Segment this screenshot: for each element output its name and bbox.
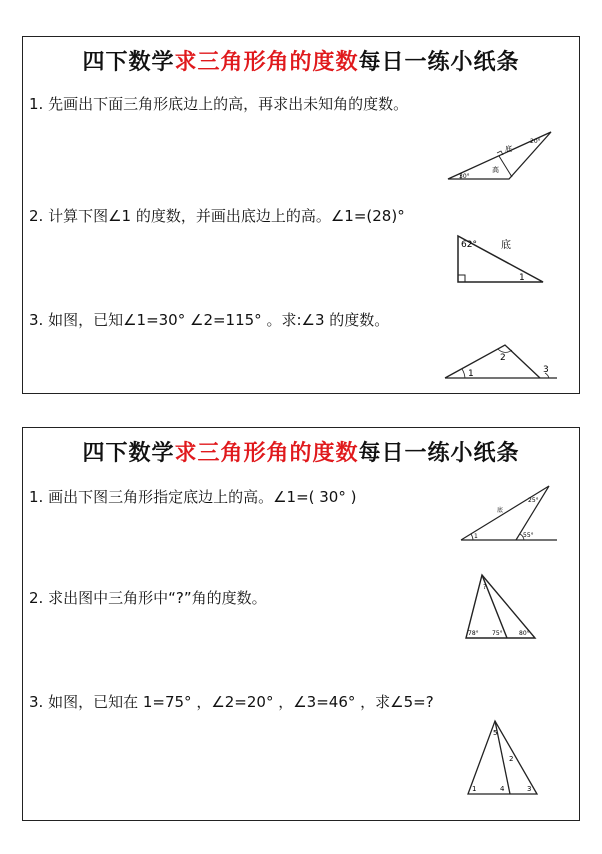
triangle-figure-3 bbox=[443, 339, 559, 383]
question-2: 2. 计算下图∠1 的度数，并画出底边上的高。∠1=(28)° bbox=[29, 207, 405, 225]
question-3: 3. 如图，已知在 1=75° ，∠2=20° ，∠3=46° ，求∠5=? bbox=[29, 693, 434, 711]
label-angle-1: 1 bbox=[519, 273, 525, 283]
label-angle-3: 3 bbox=[543, 365, 549, 375]
label-angle-55: 55° bbox=[523, 532, 534, 539]
label-base: 底 bbox=[505, 145, 512, 153]
label-angle-20: 20° bbox=[530, 138, 541, 145]
label-height: 高 bbox=[492, 166, 499, 174]
question-2: 2. 求出图中三角形中“?”角的度数。 bbox=[29, 589, 267, 607]
label-angle-5: 5 bbox=[493, 729, 498, 737]
label-angle-30: 30° bbox=[459, 173, 470, 180]
worksheet-card-1 bbox=[22, 36, 580, 394]
title-suffix: 每日一练小纸条 bbox=[358, 50, 520, 75]
question-1: 1. 画出下图三角形指定底边上的高。∠1=( 30° ) bbox=[29, 488, 357, 506]
triangle-figure-2 bbox=[453, 231, 549, 287]
title-suffix: 每日一练小纸条 bbox=[358, 441, 520, 466]
label-angle-1: 1 bbox=[472, 785, 477, 793]
triangle-figure-1 bbox=[445, 129, 555, 185]
label-angle-1: 1 bbox=[468, 369, 474, 379]
title-prefix: 四下数学 bbox=[82, 50, 175, 75]
triangle-figure-6 bbox=[463, 718, 543, 798]
title-prefix: 四下数学 bbox=[82, 441, 175, 466]
question-3: 3. 如图，已知∠1=30° ∠2=115° 。求:∠3 的度数。 bbox=[29, 311, 390, 329]
label-unknown-angle: ? bbox=[483, 583, 487, 591]
label-angle-62: 62° bbox=[461, 240, 477, 250]
label-base: 底 bbox=[497, 507, 504, 514]
label-angle-2: 2 bbox=[509, 755, 514, 763]
label-angle-3: 3 bbox=[527, 785, 532, 793]
label-angle-25: 25° bbox=[528, 497, 539, 504]
title-highlight: 求三角形角的度数 bbox=[174, 441, 359, 466]
question-1: 1. 先画出下面三角形底边上的高，再求出未知角的度数。 bbox=[29, 95, 409, 113]
label-angle-4: 4 bbox=[500, 785, 505, 793]
worksheet-card-2 bbox=[22, 427, 580, 821]
label-angle-78: 78° bbox=[468, 630, 479, 637]
triangle-figure-4 bbox=[459, 482, 559, 544]
label-base: 底 bbox=[501, 240, 511, 251]
card-title bbox=[23, 45, 579, 76]
label-angle-80: 80° bbox=[519, 630, 530, 637]
label-angle-2: 2 bbox=[500, 353, 506, 363]
label-angle-1: 1 bbox=[474, 533, 478, 540]
card-title bbox=[23, 436, 579, 467]
title-highlight: 求三角形角的度数 bbox=[174, 50, 359, 75]
label-angle-75: 75° bbox=[492, 630, 503, 637]
triangle-figure-5 bbox=[463, 572, 539, 642]
